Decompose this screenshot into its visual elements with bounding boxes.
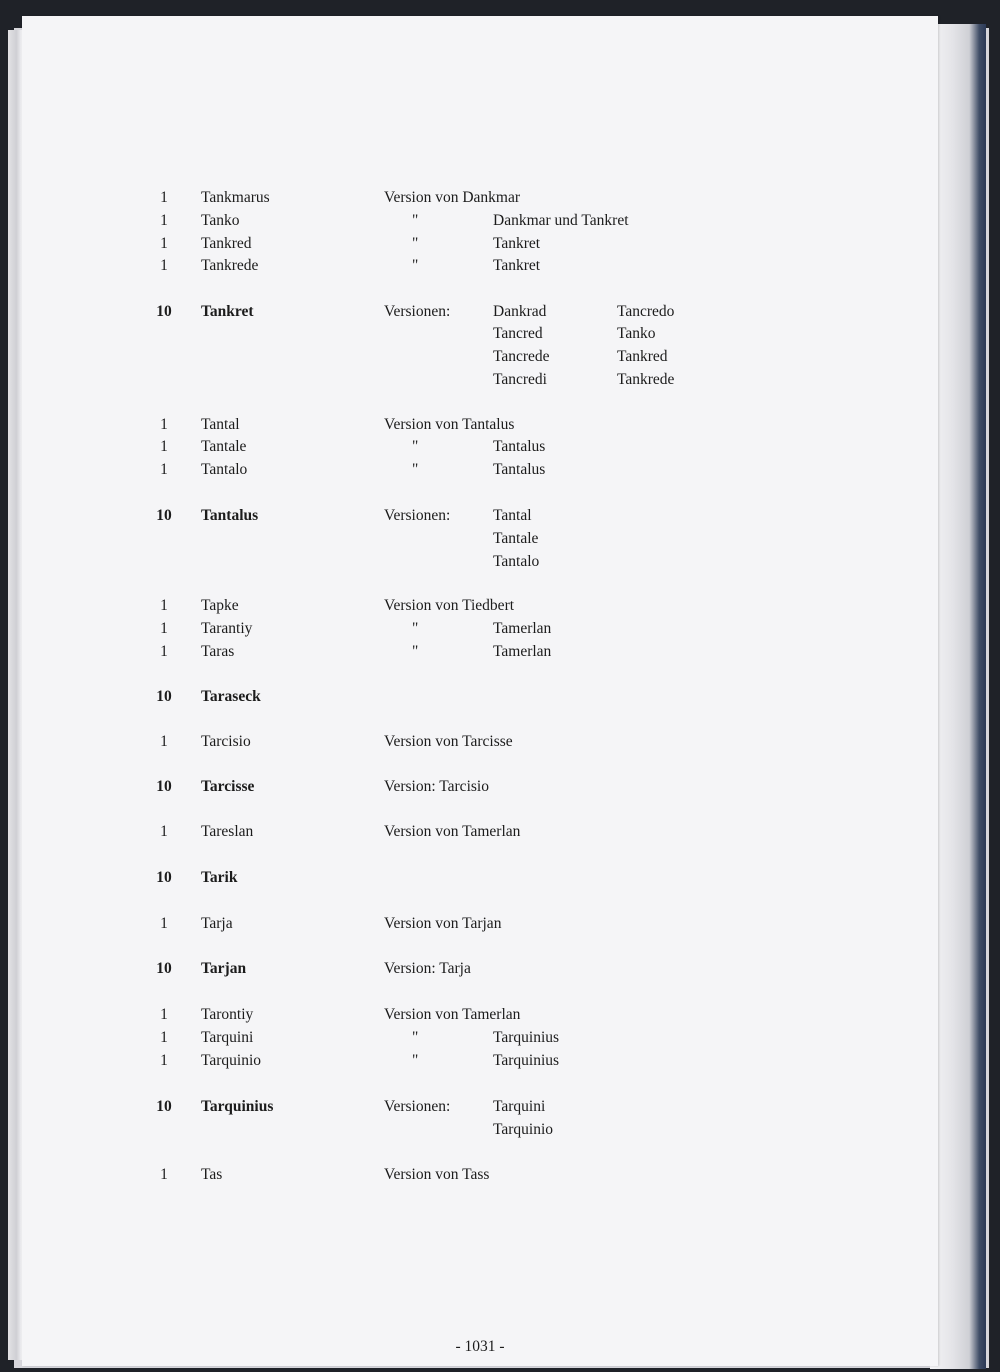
- entry-frequency: 1: [160, 438, 168, 455]
- entry-name: Tantalus: [201, 507, 259, 524]
- entry-version-label: Version von Tarjan: [384, 915, 502, 932]
- entry-variant: Tankret: [493, 235, 541, 252]
- entry-name: Tarquinio: [201, 1052, 262, 1069]
- entry-variant-second: Tanko: [617, 325, 656, 342]
- entry-row: [22, 1050, 938, 1072]
- entry-variant: Tarquinio: [493, 1121, 554, 1138]
- entry-row: [22, 731, 938, 753]
- book-page: [22, 16, 938, 1366]
- ditto-mark: ": [412, 235, 419, 252]
- entry-name: Tas: [201, 1166, 223, 1183]
- page-left-edge: [8, 30, 22, 1360]
- entry-name: Taras: [201, 643, 235, 660]
- entry-row: [22, 551, 938, 573]
- entry-row: [22, 618, 938, 640]
- entry-row: [22, 1164, 938, 1186]
- entry-row: [22, 1096, 938, 1118]
- entry-name: Tantalo: [201, 461, 248, 478]
- entry-name: Tarantiy: [201, 620, 253, 637]
- entry-variant: Tancrede: [493, 348, 550, 365]
- entry-frequency: 1: [160, 1166, 168, 1183]
- entry-frequency: 1: [160, 461, 168, 478]
- entry-variant: Tantalus: [493, 461, 546, 478]
- entry-name: Tankrede: [201, 257, 259, 274]
- entry-variant: Tarquini: [493, 1098, 546, 1115]
- ditto-mark: ": [412, 212, 419, 229]
- entry-version-label: Versionen:: [384, 303, 451, 320]
- entry-row: [22, 776, 938, 798]
- entry-row: [22, 187, 938, 209]
- entry-name: Tareslan: [201, 823, 254, 840]
- entry-row: [22, 436, 938, 458]
- entry-variant: Tantalus: [493, 438, 546, 455]
- entry-name: Tanko: [201, 212, 240, 229]
- entry-row: [22, 369, 938, 391]
- entry-frequency: 10: [156, 960, 172, 977]
- entry-version-label: Version von Tiedbert: [384, 597, 515, 614]
- ditto-mark: ": [412, 461, 419, 478]
- entry-name: Tarik: [201, 869, 238, 886]
- entry-name: Tarcisse: [201, 778, 255, 795]
- entry-row: [22, 821, 938, 843]
- entry-frequency: 1: [160, 416, 168, 433]
- entry-name: Tankret: [201, 303, 254, 320]
- entry-row: [22, 414, 938, 436]
- ditto-mark: ": [412, 643, 419, 660]
- entry-row: [22, 958, 938, 980]
- entry-row: [22, 641, 938, 663]
- entry-variant: Dankrad: [493, 303, 547, 320]
- entry-frequency: 1: [160, 733, 168, 750]
- entry-name: Tarja: [201, 915, 233, 932]
- entry-version-label: Versionen:: [384, 1098, 451, 1115]
- entry-row: [22, 301, 938, 323]
- entry-variant: Tarquinius: [493, 1029, 560, 1046]
- entry-frequency: 1: [160, 597, 168, 614]
- entry-row: [22, 867, 938, 889]
- entry-row: [22, 913, 938, 935]
- entry-variant: Tantale: [493, 530, 539, 547]
- entry-frequency: 1: [160, 212, 168, 229]
- entry-variant: Tancredi: [493, 371, 547, 388]
- entry-version-label: Version von Dankmar: [384, 189, 521, 206]
- entry-version-label: Version: Tarja: [384, 960, 471, 977]
- entry-frequency: 1: [160, 189, 168, 206]
- entry-frequency: 1: [160, 823, 168, 840]
- entry-row: [22, 210, 938, 232]
- entry-frequency: 1: [160, 1052, 168, 1069]
- entry-row: [22, 505, 938, 527]
- entry-name: Tarquini: [201, 1029, 254, 1046]
- entry-frequency: 10: [156, 688, 172, 705]
- entry-frequency: 1: [160, 1029, 168, 1046]
- entry-name: Tarjan: [201, 960, 247, 977]
- entry-variant: Tamerlan: [493, 620, 552, 637]
- page-edge: [930, 24, 986, 1369]
- entry-variant-second: Tancredo: [617, 303, 675, 320]
- entry-row: [22, 323, 938, 345]
- entry-name: Tarquinius: [201, 1098, 274, 1115]
- entry-version-label: Version von Tamerlan: [384, 1006, 521, 1023]
- entry-row: [22, 528, 938, 550]
- entry-name: Tantal: [201, 416, 240, 433]
- entry-variant: Dankmar und Tankret: [493, 212, 629, 229]
- entry-row: [22, 595, 938, 617]
- entry-frequency: 1: [160, 235, 168, 252]
- entry-row: [22, 346, 938, 368]
- entry-frequency: 10: [156, 869, 172, 886]
- entry-frequency: 1: [160, 915, 168, 932]
- entry-variant: Tantalo: [493, 553, 540, 570]
- entry-row: [22, 233, 938, 255]
- entry-frequency: 1: [160, 620, 168, 637]
- entry-version-label: Version von Tamerlan: [384, 823, 521, 840]
- ditto-mark: ": [412, 620, 419, 637]
- entry-row: [22, 1027, 938, 1049]
- entry-variant: Tankret: [493, 257, 541, 274]
- entry-row: [22, 459, 938, 481]
- entry-frequency: 1: [160, 1006, 168, 1023]
- entry-row: [22, 686, 938, 708]
- entry-name: Taraseck: [201, 688, 261, 705]
- entry-row: [22, 1004, 938, 1026]
- entry-version-label: Versionen:: [384, 507, 451, 524]
- entry-name: Tankmarus: [201, 189, 270, 206]
- entry-version-label: Version von Tass: [384, 1166, 490, 1183]
- entry-frequency: 10: [156, 778, 172, 795]
- entry-variant: Tamerlan: [493, 643, 552, 660]
- entry-frequency: 10: [156, 1098, 172, 1115]
- ditto-mark: ": [412, 257, 419, 274]
- entry-frequency: 1: [160, 643, 168, 660]
- entry-frequency: 10: [156, 507, 172, 524]
- entry-name: Tapke: [201, 597, 239, 614]
- entry-name: Tarcisio: [201, 733, 251, 750]
- entry-variant-second: Tankrede: [617, 371, 675, 388]
- ditto-mark: ": [412, 1029, 419, 1046]
- entry-name: Tantale: [201, 438, 247, 455]
- entry-frequency: 1: [160, 257, 168, 274]
- entry-version-label: Version von Tantalus: [384, 416, 515, 433]
- entry-row: [22, 255, 938, 277]
- entry-variant-second: Tankred: [617, 348, 668, 365]
- entry-variant: Tarquinius: [493, 1052, 560, 1069]
- entry-variant: Tancred: [493, 325, 543, 342]
- entry-name: Tarontiy: [201, 1006, 254, 1023]
- page-number: - 1031 -: [455, 1338, 505, 1355]
- entry-row: [22, 1119, 938, 1141]
- ditto-mark: ": [412, 1052, 419, 1069]
- entry-frequency: 10: [156, 303, 172, 320]
- entry-name: Tankred: [201, 235, 252, 252]
- ditto-mark: ": [412, 438, 419, 455]
- entry-version-label: Version von Tarcisse: [384, 733, 513, 750]
- entry-variant: Tantal: [493, 507, 532, 524]
- entry-version-label: Version: Tarcisio: [384, 778, 489, 795]
